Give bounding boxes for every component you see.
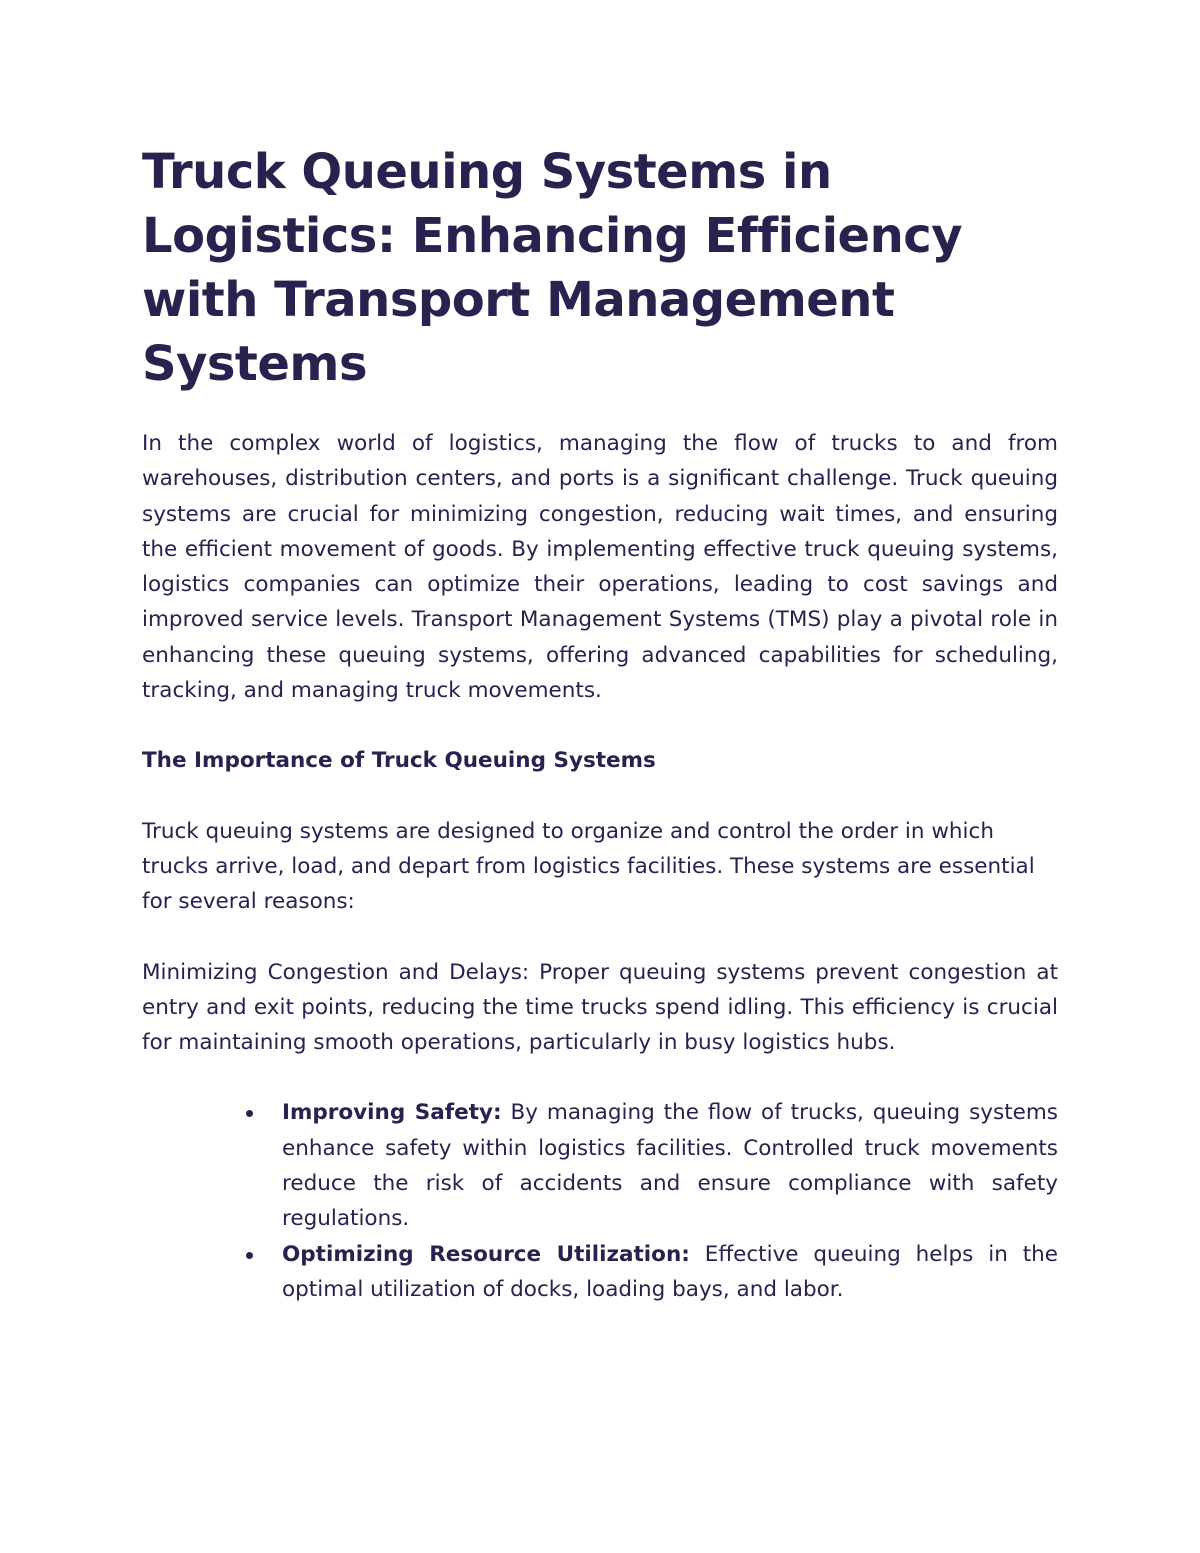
bullet-label: Optimizing Resource Utilization: xyxy=(282,1241,690,1267)
bullet-icon xyxy=(246,1252,253,1259)
bullet-text: By managing the flow of trucks, queuing systems enhance safety within logistics facilities. Controlled truck movements reduce the risk of accidents and ensure compliance with safety regulations. xyxy=(282,1100,1058,1232)
bullet-text: Effective queuing helps in the optimal utilization of docks, loading bays, and labor. xyxy=(282,1241,1058,1302)
bullet-icon xyxy=(246,1110,253,1117)
intro-paragraph: In the complex world of logistics, managing the flow of trucks to and from warehouses, distribution centers, and ports is a significant challenge. Truck queuing systems are crucial for minimizing congestion, reducing wait times, and ensuring the efficient movement of goods. By implementing effective truck queuing systems, logistics companies can optimize their operations, leading to cost savings and improved service levels. Transport Management Systems (TMS) play a pivotal role in enhancing these queuing systems, offering advanced capabilities for scheduling, tracking, and managing truck movements. xyxy=(142,431,1058,704)
list-item xyxy=(282,1237,1058,1308)
bullet-label: Improving Safety: xyxy=(282,1100,502,1126)
document-title: Truck Queuing Systems in Logistics: Enhancing Efficiency with Transport Management Systems xyxy=(142,144,962,392)
section-heading: The Importance of Truck Queuing Systems xyxy=(142,748,656,774)
section-intro-paragraph: Truck queuing systems are designed to organize and control the order in which trucks arrive, load, and depart from logistics facilities. These systems are essential for several reasons: xyxy=(142,818,1035,915)
congestion-paragraph: Minimizing Congestion and Delays: Proper queuing systems prevent congestion at entry and exit points, reducing the time trucks spend idling. This efficiency is crucial for maintaining smooth operations, particularly in busy logistics hubs. xyxy=(142,959,1058,1056)
list-item xyxy=(282,1095,1058,1236)
benefits-list xyxy=(142,1095,1058,1307)
document-page xyxy=(142,140,1058,1307)
